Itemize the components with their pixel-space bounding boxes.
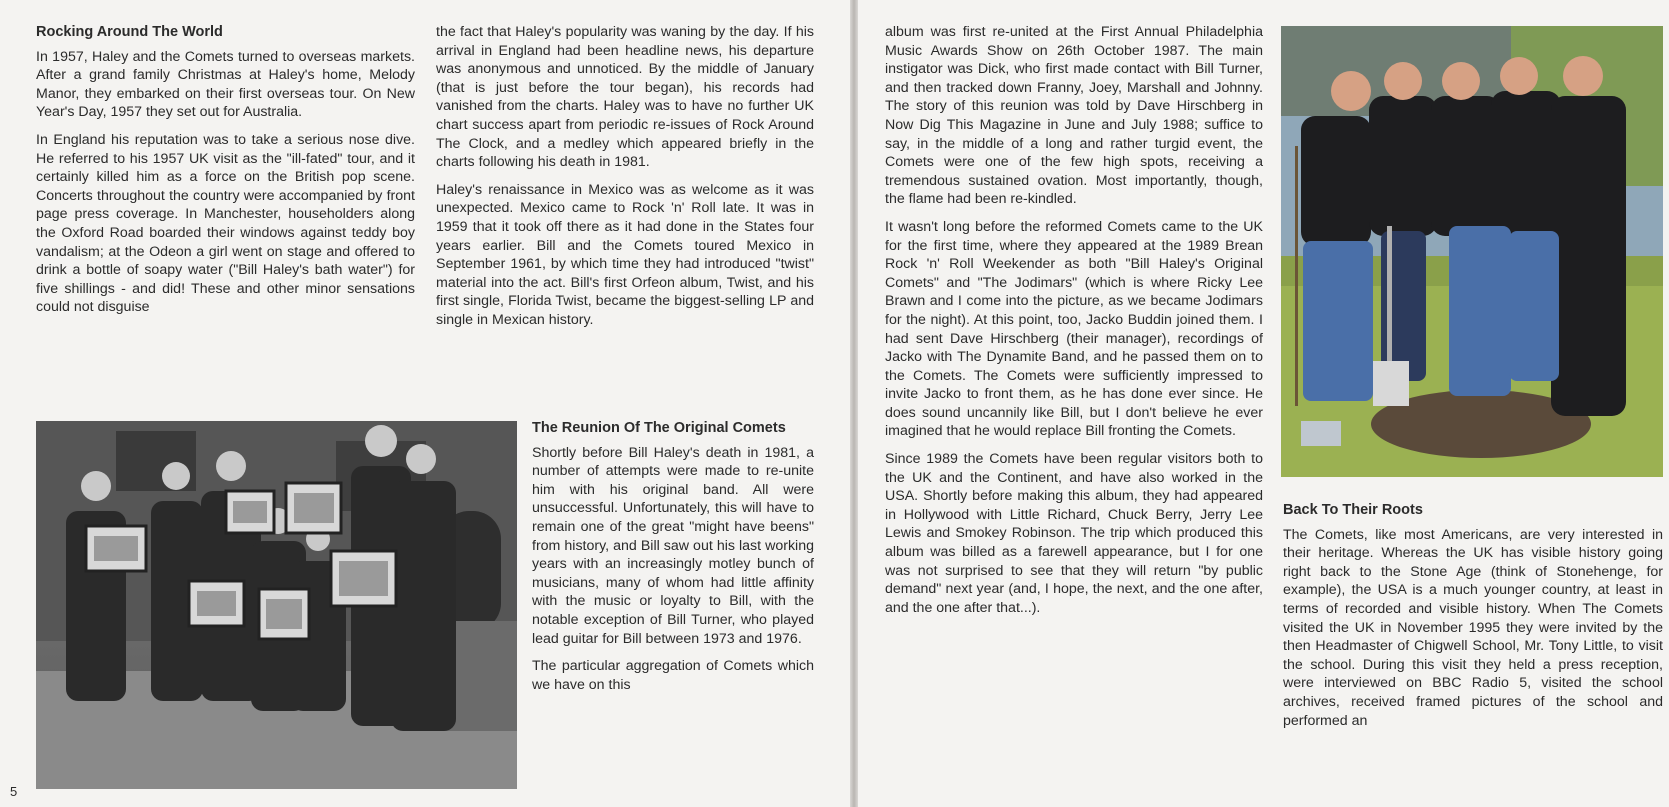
paragraph: Haley's renaissance in Mexico was as welcome as it was unexpected. Mexico came to Rock 'n' Roll late. It was in 1959 that it took off there as it had done in the States four years earlier. Bill and the Comets toured Mexico in September 1961, by which time they had introduced "twist" material into the act. Bill's first Orfeon album, Twist, and his first single, Florida Twist, became the biggest-selling LP and single in Mexican history.: [436, 181, 814, 328]
paragraph: Shortly before Bill Haley's death in 1981, a number of attempts were made to re-unite him with his original band. All were unsuccessful. Unfortunately, this will have to remain one of the great "might have beens" from history, and Bill saw out his last working years with an increasingly motley bunch of musicians, many of whom had little affinity with the music or loyalty to Bill, with the notable exception of Bill Turner, who played lead guitar for Bill between 1973 and 1976.: [532, 444, 814, 647]
left-column-1: [36, 23, 415, 326]
photo-illustration: [1281, 26, 1663, 477]
right-page: [858, 0, 1669, 807]
section-heading-roots: Back To Their Roots: [1283, 502, 1423, 518]
right-column-1: [885, 23, 1263, 626]
reunion-column: [532, 419, 814, 703]
photo-comets-with-framed-pictures: [36, 421, 517, 789]
photo-illustration: [36, 421, 517, 789]
paragraph: The Comets, like most Americans, are very interested in their heritage. Whereas the UK has visible history going right back to the Stone Age (think of Stonehenge, for example), the USA is a much younger country, at least in terms of recorded and visible history. When The Comets visited the UK in November 1995 they were invited by the then Headmaster of Chigwell School, Mr. Tony Little, to visit the school. During this visit they held a press reception, were interviewed on BBC Radio 5, visited the school archives, received framed pictures of the school and performed an: [1283, 526, 1663, 729]
photo-comets-planting-tree: [1281, 26, 1663, 477]
book-gutter: [850, 0, 858, 807]
page-number: 5: [10, 784, 18, 799]
paragraph: Since 1989 the Comets have been regular visitors both to the UK and the Continent, and have also worked in the USA. Shortly before making this album, they had appeared in Hollywood with Little Richard, Chuck Berry, Jerry Lee Lewis and Smokey Robinson. The trip which produced this album was billed as a farewell appearance, but I for one was not surprised to see that they will return "by public demand" next year (and, I hope, the next, and the one after, and the one after that...).: [885, 451, 1263, 616]
right-column-2: [1283, 501, 1663, 739]
paragraph: album was first re-united at the First Annual Philadelphia Music Awards Show on 26th October 1987. The main instigator was Dick, who first made contact with Bill Turner, and then tracked down Franny, Joey, Marshall and Johnny. The story of this reunion was told by Dave Hirschberg in Now Dig This Magazine in June and July 1988; suffice to say, in the middle of a long and rather turgid event, the Comets were one of the few high spots, receiving a tremendous sustained ovation. Most importantly, though, the flame had been re-kindled.: [885, 24, 1263, 208]
paragraph: The particular aggregation of Comets which we have on this: [532, 658, 814, 693]
left-column-2: [436, 23, 814, 339]
section-heading-reunion: The Reunion Of The Original Comets: [532, 420, 786, 436]
paragraph: In 1957, Haley and the Comets turned to overseas markets. After a grand family Christmas at Haley's home, Melody Manor, they embarked on their first overseas tour. On New Year's Day, 1957 they set out for Australia.: [36, 48, 415, 121]
paragraph: the fact that Haley's popularity was waning by the day. If his arrival in England had been headline news, his departure was anonymous and unnoticed. By the middle of January (that is just before the tour began), his records had vanished from the charts. Haley was to have no further UK chart success apart from periodic re-issues of Rock Around The Clock, and a medley which appeared briefly in the charts following his death in 1981.: [436, 24, 814, 171]
paragraph: In England his reputation was to take a serious nose dive. He referred to his 1957 UK visit as the "ill-fated" tour, and it certainly killed him as a force on the British pop scene. Concerts throughout the country were accompanied by front page press coverage. In Manchester, householders along the Oxford Road boarded their windows against teddy boy vandalism; at the Odeon a girl went on stage and offered to drink a bottle of soapy water ("Bill Haley's bath water") for five shillings - and did! These and other minor sensations could not disguise: [36, 131, 415, 316]
section-heading-rocking: Rocking Around The World: [36, 24, 223, 40]
paragraph: It wasn't long before the reformed Comets came to the UK for the first time, where they appeared at the 1989 Brean Rock 'n' Roll Weekender as both "Bill Haley's Original Comets" and "The Jodimars" (which is where Ricky Lee Brawn and I come into the picture, as we became Jodimars for the night). At this point, too, Jacko Buddin joined them. I had sent Dave Hirschberg (their manager), recordings of Jacko with The Dynamite Band, and he passed them on to the Comets. The Comets were sufficiently impressed to invite Jacko to front them, as he has done ever since. He does sound uncannily like Bill, but I don't believe he ever imagined that he would replace Bill fronting the Comets.: [885, 218, 1263, 440]
